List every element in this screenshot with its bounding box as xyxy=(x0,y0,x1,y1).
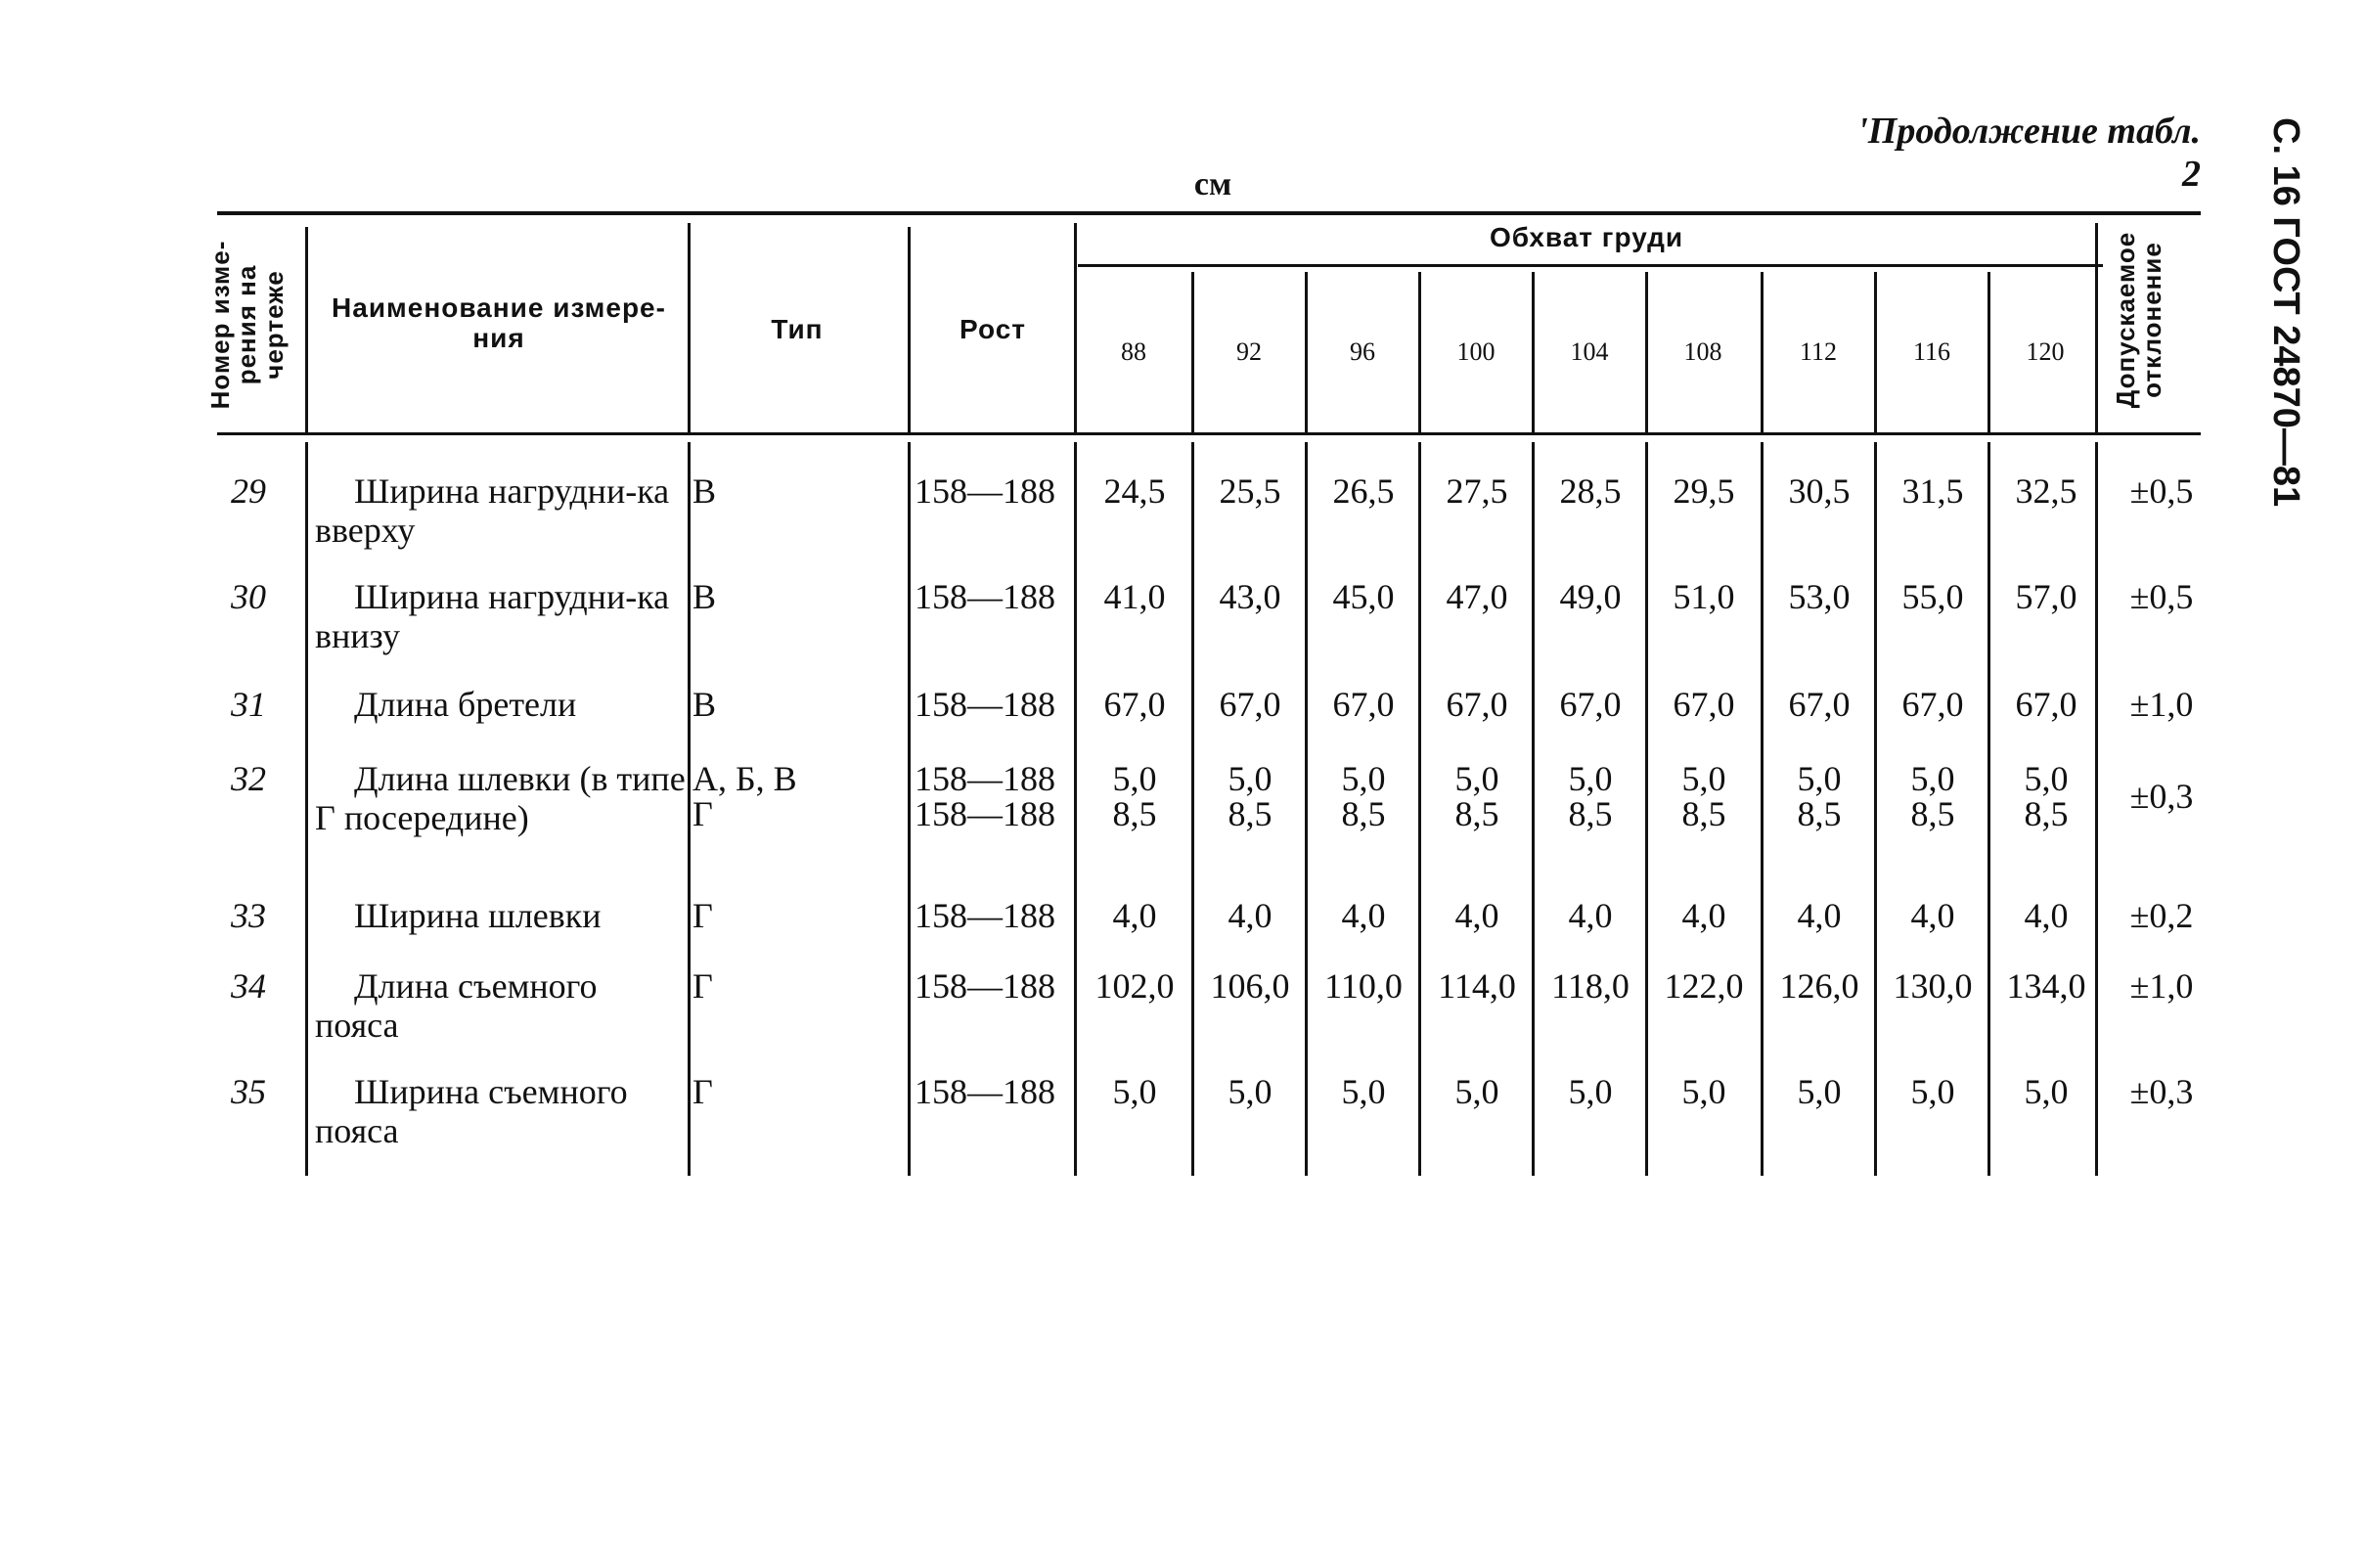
table-cell-value: 130,0 xyxy=(1893,966,1973,1006)
table-cell-value: 27,5 xyxy=(1446,471,1508,511)
row-type: Г xyxy=(692,794,713,833)
table-cell-value: 4,0 xyxy=(1568,896,1613,935)
size-column-divider xyxy=(1532,272,1535,432)
table-cell-value: 28,5 xyxy=(1559,471,1622,511)
row-type: Г xyxy=(692,1072,713,1111)
table-cell-value: 4,0 xyxy=(1341,896,1386,935)
table-cell-value: 5,0 xyxy=(2024,1072,2069,1111)
table-cell-value: 5,0 xyxy=(1797,759,1842,798)
table-cell-value: 25,5 xyxy=(1219,471,1281,511)
table-top-rule xyxy=(217,211,2201,215)
size-column-divider xyxy=(1987,272,1990,432)
column-header-number: Номер изме-рения на чертеже xyxy=(205,240,289,410)
page-side-marker xyxy=(2265,117,2324,509)
table-cell-value: 67,0 xyxy=(1901,685,1964,724)
table-cell-value: 126,0 xyxy=(1779,966,1859,1006)
table-cell-value: 67,0 xyxy=(1332,685,1395,724)
measurement-name: Ширина съемного пояса xyxy=(315,1072,628,1150)
table-cell-value: 5,0 xyxy=(1681,759,1726,798)
measurement-name: Длина шлевки (в типе Г посередине) xyxy=(315,759,686,837)
tolerance-value: ±0,3 xyxy=(2129,1072,2194,1111)
table-cell-value: 29,5 xyxy=(1673,471,1735,511)
row-height-range: 158—188 xyxy=(915,471,1055,511)
row-type: Г xyxy=(692,966,713,1006)
measurement-name: Длина бретели xyxy=(354,685,577,724)
unit-label: см xyxy=(1193,166,1232,202)
table-cell-value: 8,5 xyxy=(1454,794,1499,833)
row-height-range: 158—188 xyxy=(915,1072,1055,1111)
table-cell-value: 4,0 xyxy=(2024,896,2069,935)
table-cell-value: 4,0 xyxy=(1112,896,1157,935)
measurement-name: Ширина шлевки xyxy=(354,896,602,935)
row-height-range: 158—188 xyxy=(915,685,1055,724)
table-continuation-caption: 'Продолжение табл. 2 xyxy=(1857,111,2201,195)
size-header-88: 88 xyxy=(1121,337,1146,366)
table-cell-value: 5,0 xyxy=(1454,759,1499,798)
header-divider xyxy=(688,223,691,432)
table-cell-value: 5,0 xyxy=(1910,759,1955,798)
table-cell-value: 67,0 xyxy=(1103,685,1166,724)
row-type: В xyxy=(692,577,717,616)
size-header-100: 100 xyxy=(1456,337,1496,366)
row-type: В xyxy=(692,685,717,724)
table-cell-value: 67,0 xyxy=(2015,685,2077,724)
table-cell-value: 4,0 xyxy=(1797,896,1842,935)
size-column-divider xyxy=(1874,272,1877,432)
row-number: 31 xyxy=(231,685,266,724)
table-cell-value: 41,0 xyxy=(1103,577,1166,616)
column-header-chest-group: Обхват груди xyxy=(1489,222,1684,252)
row-height-range: 158—188 xyxy=(915,577,1055,616)
header-divider xyxy=(305,227,308,432)
size-header-108: 108 xyxy=(1683,337,1722,366)
table-cell-value: 67,0 xyxy=(1219,685,1281,724)
tolerance-value: ±0,3 xyxy=(2129,777,2194,816)
table-cell-value: 5,0 xyxy=(1341,1072,1386,1111)
row-number: 32 xyxy=(231,759,266,798)
table-cell-value: 4,0 xyxy=(1681,896,1726,935)
size-column-divider xyxy=(1418,272,1421,432)
table-cell-value: 67,0 xyxy=(1788,685,1851,724)
chest-group-rule xyxy=(1078,264,2103,267)
table-cell-value: 118,0 xyxy=(1551,966,1630,1006)
header-bottom-rule xyxy=(217,432,2201,435)
table-cell-value: 8,5 xyxy=(1681,794,1726,833)
row-number: 29 xyxy=(231,471,266,511)
header-divider xyxy=(1074,223,1077,432)
table-cell-value: 8,5 xyxy=(1112,794,1157,833)
tolerance-value: ±0,5 xyxy=(2129,471,2194,511)
table-cell-value: 102,0 xyxy=(1094,966,1175,1006)
table-cell-value: 67,0 xyxy=(1446,685,1508,724)
size-header-112: 112 xyxy=(1799,337,1838,366)
size-column-divider xyxy=(1191,272,1194,432)
table-cell-value: 67,0 xyxy=(1673,685,1735,724)
size-header-120: 120 xyxy=(2026,337,2065,366)
table-cell-value: 5,0 xyxy=(1112,1072,1157,1111)
table-cell-value: 8,5 xyxy=(2024,794,2069,833)
row-number: 33 xyxy=(231,896,266,935)
table-cell-value: 49,0 xyxy=(1559,577,1622,616)
table-cell-value: 55,0 xyxy=(1901,577,1964,616)
table-cell-value: 8,5 xyxy=(1568,794,1613,833)
row-height-range: 158—188 xyxy=(915,794,1055,833)
table-cell-value: 8,5 xyxy=(1228,794,1273,833)
row-number: 30 xyxy=(231,577,266,616)
table-cell-value: 5,0 xyxy=(1910,1072,1955,1111)
table-cell-value: 47,0 xyxy=(1446,577,1508,616)
table-cell-value: 5,0 xyxy=(1681,1072,1726,1111)
body-divider xyxy=(688,442,691,1176)
table-cell-value: 134,0 xyxy=(2006,966,2086,1006)
table-cell-value: 43,0 xyxy=(1219,577,1281,616)
row-number: 35 xyxy=(231,1072,266,1111)
table-cell-value: 24,5 xyxy=(1103,471,1166,511)
table-cell-value: 30,5 xyxy=(1788,471,1851,511)
table-cell-value: 5,0 xyxy=(1341,759,1386,798)
table-cell-value: 31,5 xyxy=(1901,471,1964,511)
size-column-divider xyxy=(1305,272,1308,432)
column-header-tolerance: Допускаемое отклонение xyxy=(2111,231,2167,409)
row-type: Г xyxy=(692,896,713,935)
body-divider xyxy=(305,442,308,1176)
table-cell-value: 8,5 xyxy=(1797,794,1842,833)
tolerance-value: ±0,2 xyxy=(2129,896,2194,935)
table-cell-value: 8,5 xyxy=(1341,794,1386,833)
size-header-92: 92 xyxy=(1236,337,1262,366)
standard-reference: С. 16 ГОСТ 24870—81 xyxy=(2265,117,2306,508)
size-header-96: 96 xyxy=(1350,337,1375,366)
tolerance-value: ±0,5 xyxy=(2129,577,2194,616)
table-cell-value: 8,5 xyxy=(1910,794,1955,833)
size-column-divider xyxy=(1645,272,1648,432)
tolerance-value: ±1,0 xyxy=(2129,966,2194,1006)
table-cell-value: 5,0 xyxy=(1228,759,1273,798)
table-cell-value: 57,0 xyxy=(2015,577,2077,616)
row-type: А, Б, В xyxy=(692,759,797,798)
row-type: В xyxy=(692,471,717,511)
header-divider xyxy=(908,227,911,432)
column-header-name: Наименование измере-ния xyxy=(332,292,666,353)
size-column-divider xyxy=(1761,272,1764,432)
row-height-range: 158—188 xyxy=(915,759,1055,798)
column-header-type: Тип xyxy=(771,314,824,344)
size-header-116: 116 xyxy=(1912,337,1951,366)
size-header-104: 104 xyxy=(1570,337,1609,366)
column-header-height: Рост xyxy=(960,314,1026,344)
measurement-name: Ширина нагрудни-ка вверху xyxy=(315,471,670,550)
header-divider xyxy=(2095,223,2098,432)
row-height-range: 158—188 xyxy=(915,966,1055,1006)
table-cell-value: 67,0 xyxy=(1559,685,1622,724)
body-divider xyxy=(1074,442,1077,1176)
table-cell-value: 5,0 xyxy=(1112,759,1157,798)
measurement-name: Длина съемного пояса xyxy=(315,966,598,1045)
table-cell-value: 5,0 xyxy=(1454,1072,1499,1111)
table-cell-value: 106,0 xyxy=(1210,966,1290,1006)
table-cell-value: 114,0 xyxy=(1438,966,1516,1006)
row-height-range: 158—188 xyxy=(915,896,1055,935)
tolerance-value: ±1,0 xyxy=(2129,685,2194,724)
table-cell-value: 53,0 xyxy=(1788,577,1851,616)
table-cell-value: 4,0 xyxy=(1910,896,1955,935)
table-cell-value: 5,0 xyxy=(2024,759,2069,798)
row-number: 34 xyxy=(231,966,266,1006)
table-cell-value: 5,0 xyxy=(1228,1072,1273,1111)
table-cell-value: 122,0 xyxy=(1664,966,1744,1006)
table-cell-value: 5,0 xyxy=(1568,1072,1613,1111)
table-cell-value: 4,0 xyxy=(1454,896,1499,935)
table-cell-value: 5,0 xyxy=(1568,759,1613,798)
table-cell-value: 4,0 xyxy=(1228,896,1273,935)
body-divider xyxy=(908,442,911,1176)
table-cell-value: 32,5 xyxy=(2015,471,2077,511)
table-cell-value: 5,0 xyxy=(1797,1072,1842,1111)
table-cell-value: 45,0 xyxy=(1332,577,1395,616)
measurement-name: Ширина нагрудни-ка внизу xyxy=(315,577,670,655)
table-cell-value: 51,0 xyxy=(1673,577,1735,616)
table-cell-value: 110,0 xyxy=(1324,966,1403,1006)
table-cell-value: 26,5 xyxy=(1332,471,1395,511)
